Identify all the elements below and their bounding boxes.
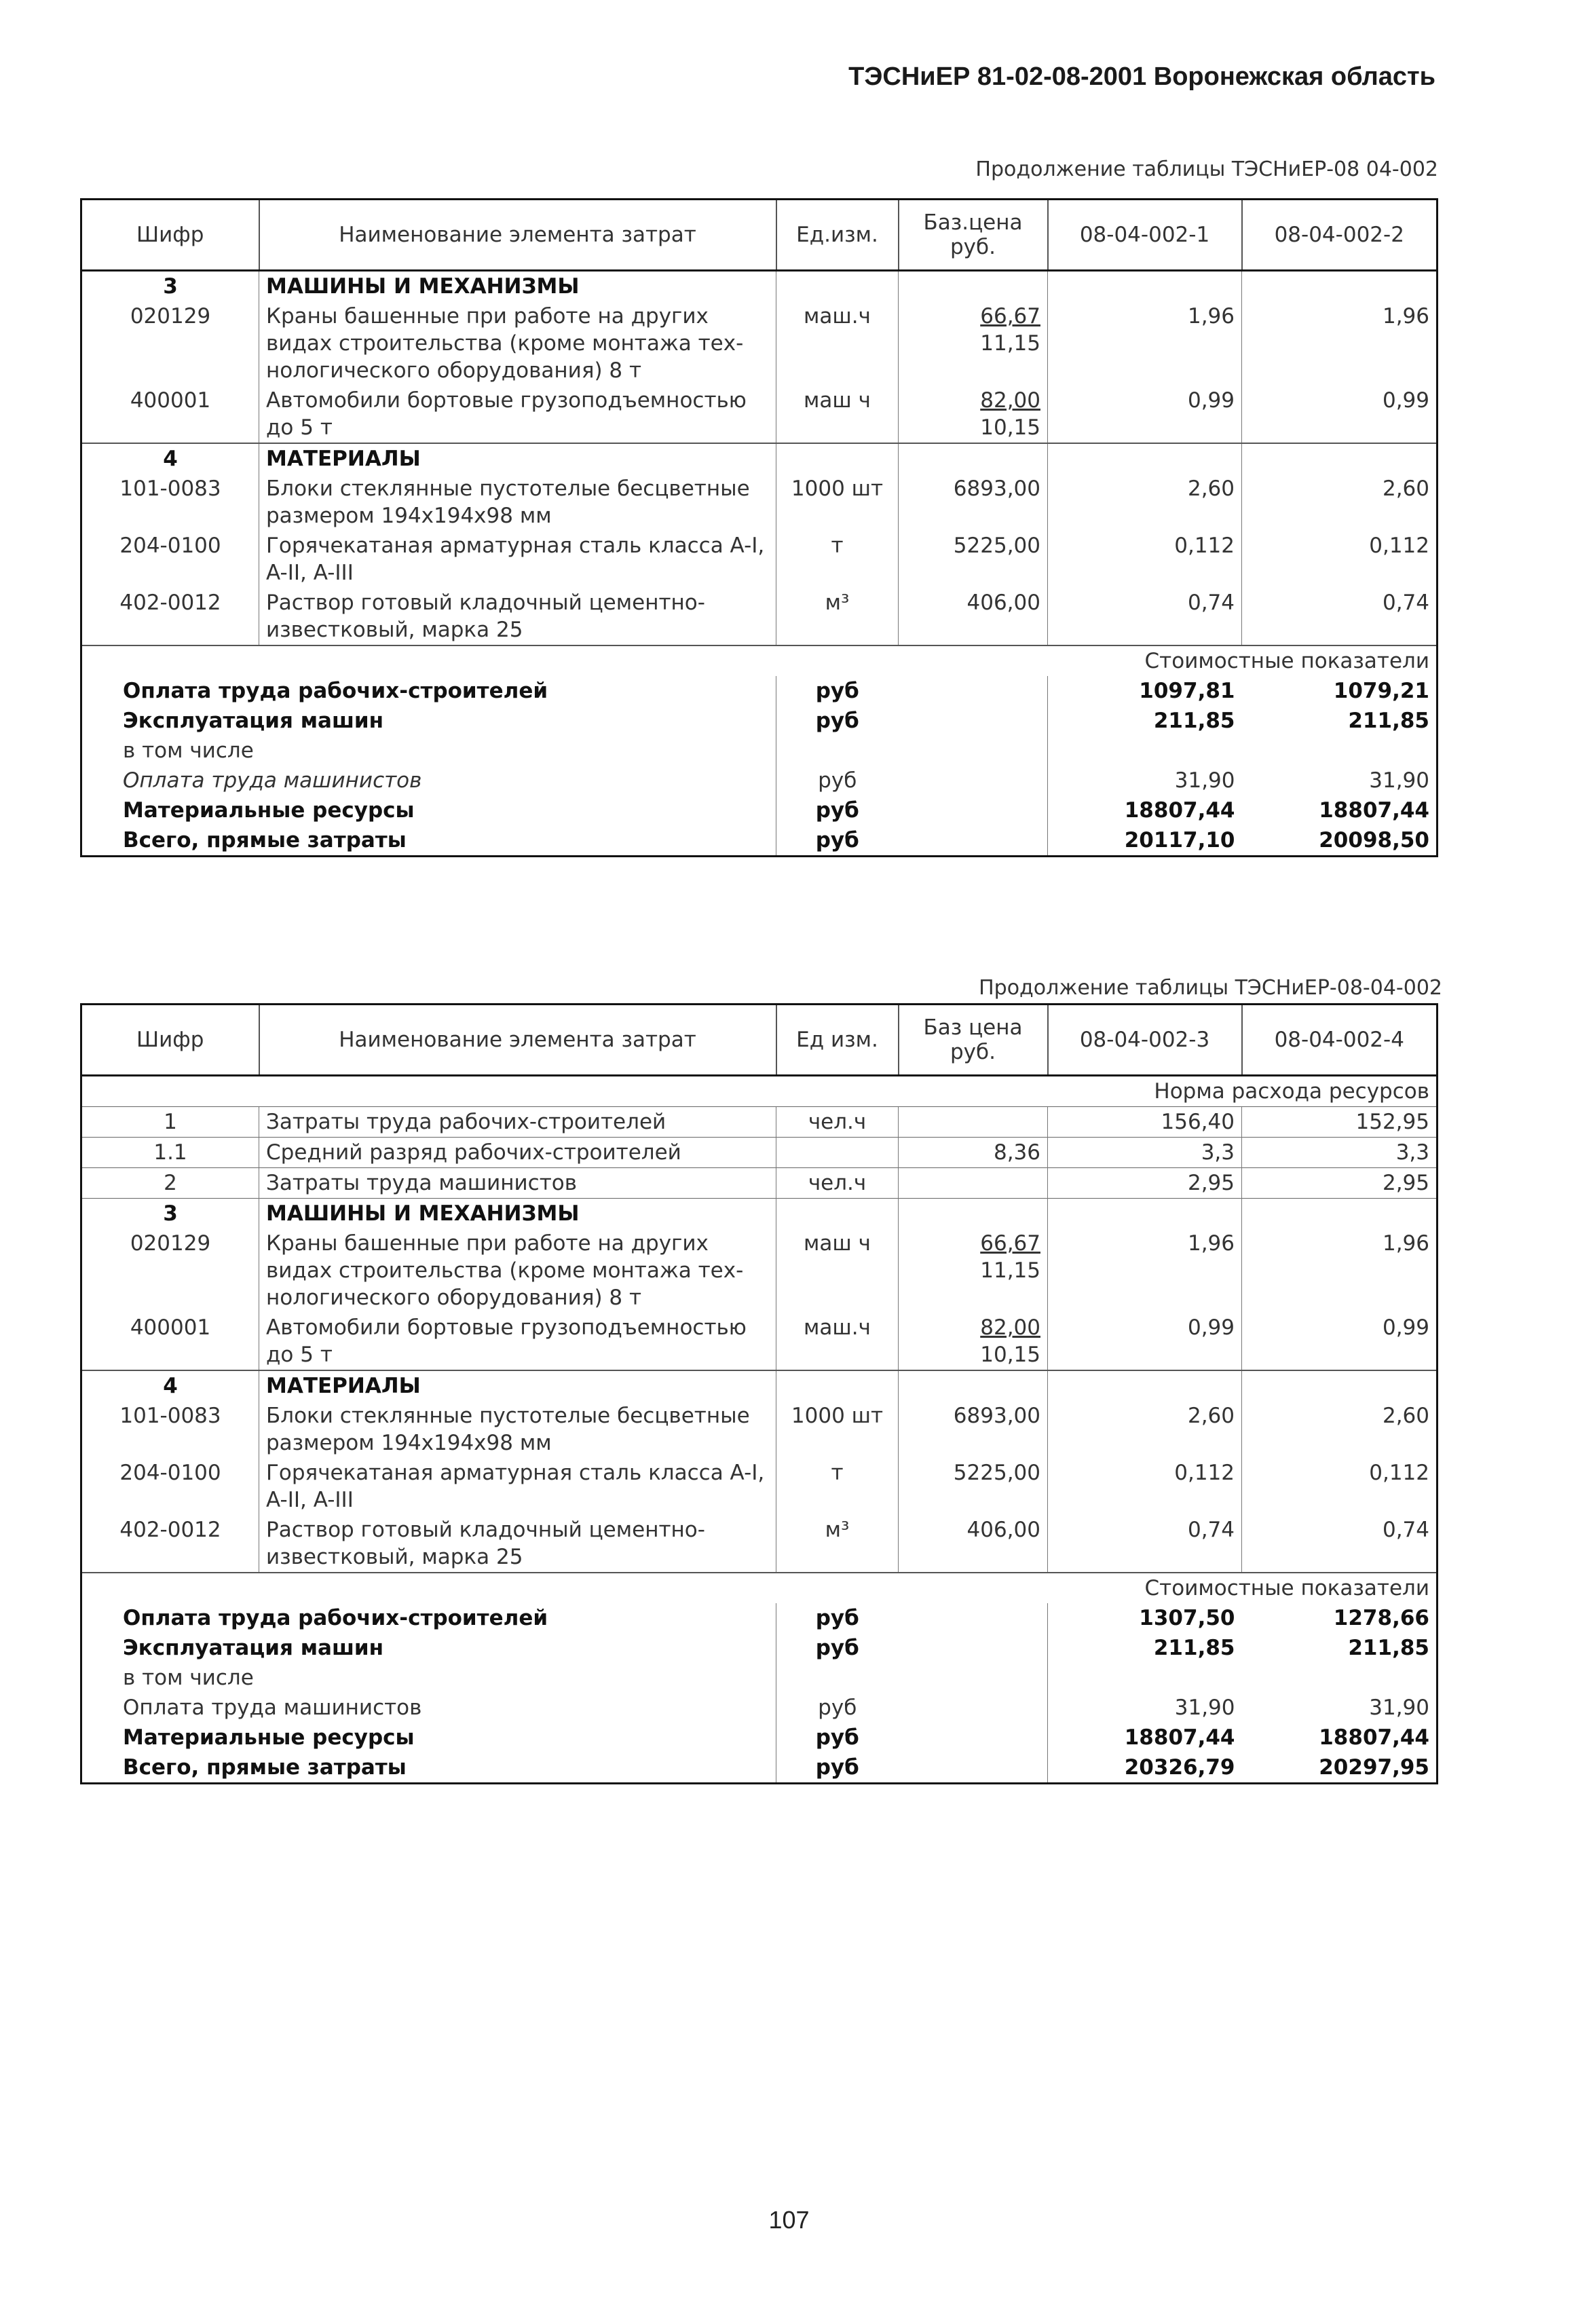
row-unit: маш ч: [776, 1229, 899, 1313]
row-value-1: 3,3: [1048, 1138, 1242, 1168]
summary-value-2: 1278,66: [1333, 1606, 1429, 1630]
row-unit: маш.ч: [776, 1313, 899, 1370]
col-header-unit: Ед изм.: [776, 1005, 899, 1076]
row-value-1: 0,112: [1048, 1458, 1242, 1515]
table-row: [81, 531, 1438, 588]
price-value-secondary: 11,15: [980, 1258, 1040, 1283]
summary-value-1: 18807,44: [1048, 1723, 1242, 1753]
row-code: 400001: [130, 388, 211, 413]
row-name: Автомобили бортовые грузоподъемностью до 5 т: [259, 386, 776, 443]
col-header-item-3: 08-04-002-3: [1048, 1005, 1242, 1076]
row-name: Раствор готовый кладочный цементно-известковый, марка 25: [259, 1515, 776, 1573]
summary-name: Эксплуатация машин: [123, 709, 384, 733]
resource-norm-banner: [81, 1076, 1438, 1107]
row-price: [899, 301, 1048, 386]
summary-unit: руб: [776, 676, 899, 706]
row-value-1: 0,74: [1048, 588, 1242, 645]
summary-name: Оплата труда машинистов: [123, 768, 422, 793]
summary-value-2: 20297,95: [1319, 1755, 1429, 1780]
row-value-1: 0,99: [1048, 386, 1242, 443]
summary-row: [81, 766, 1438, 795]
table-row: [81, 1229, 1438, 1313]
summary-unit: руб: [776, 1693, 899, 1723]
row-name: Краны башенные при работе на других видах строительства (кроме монтажа тех-нологического оборудования) 8 т: [259, 301, 776, 386]
col-header-code: Шифр: [81, 1005, 259, 1076]
row-value-2: 1,96: [1242, 301, 1438, 386]
row-code: 402-0012: [119, 1518, 221, 1542]
row-code: 3: [163, 274, 178, 299]
row-value-2: 0,99: [1242, 1313, 1438, 1370]
table-row: [81, 1458, 1438, 1515]
summary-price: [899, 1603, 1048, 1633]
row-unit: м³: [776, 1515, 899, 1573]
summary-row: [81, 736, 1438, 766]
summary-row: [81, 676, 1438, 706]
row-price: 6893,00: [899, 474, 1048, 531]
summary-value-1: 211,85: [1048, 706, 1242, 736]
summary-value-1: 211,85: [1048, 1633, 1242, 1663]
summary-value-2: 31,90: [1369, 768, 1429, 793]
row-value-2: [1242, 443, 1438, 474]
row-value-1: 0,74: [1048, 1515, 1242, 1573]
table-row: [81, 1138, 1438, 1168]
summary-unit: руб: [776, 766, 899, 795]
row-unit: м³: [776, 588, 899, 645]
row-unit: чел.ч: [776, 1168, 899, 1199]
row-code: 3: [81, 1199, 259, 1229]
summary-unit: руб: [776, 1603, 899, 1633]
row-price: [899, 1199, 1048, 1229]
row-value-1: 2,95: [1048, 1168, 1242, 1199]
summary-value-1: 31,90: [1048, 766, 1242, 795]
row-unit: маш.ч: [776, 301, 899, 386]
table-row: [81, 1401, 1438, 1458]
table-caption: Продолжение таблицы ТЭСНиЕР-08 04-002: [975, 157, 1438, 181]
row-value-2: 0,112: [1242, 1458, 1438, 1515]
row-price: [899, 1168, 1048, 1199]
price-value: 82,00: [980, 1315, 1040, 1340]
row-value-1: 156,40: [1048, 1107, 1242, 1138]
row-value-2: [1242, 1199, 1438, 1229]
summary-unit: [776, 736, 899, 766]
table-row: [81, 301, 1438, 386]
table-row: [81, 443, 1438, 474]
row-price: [899, 271, 1048, 302]
table-row: [81, 474, 1438, 531]
row-value-2: 0,74: [1242, 1515, 1438, 1573]
row-value-1: 2,60: [1048, 1401, 1242, 1458]
row-price: 406,00: [899, 1515, 1048, 1573]
summary-unit: руб: [776, 1633, 899, 1663]
row-price: [899, 443, 1048, 474]
summary-row: [81, 1693, 1438, 1723]
summary-name: Всего, прямые затраты: [123, 828, 407, 852]
summary-unit: руб: [776, 1753, 899, 1784]
row-value-2: 2,95: [1242, 1168, 1438, 1199]
row-code: 204-0100: [119, 1461, 221, 1485]
summary-value-2: 211,85: [1348, 709, 1429, 733]
summary-name: Всего, прямые затраты: [123, 1755, 407, 1780]
row-value-2: 2,60: [1242, 1401, 1438, 1458]
row-name: Затраты труда машинистов: [259, 1168, 776, 1199]
row-unit: [776, 1138, 899, 1168]
row-value-2: 0,112: [1242, 531, 1438, 588]
cost-indicators-banner: [81, 1573, 1438, 1603]
row-name: МАШИНЫ И МЕХАНИЗМЫ: [259, 271, 776, 302]
row-name: Затраты труда рабочих-строителей: [259, 1107, 776, 1138]
table-row: [81, 271, 1438, 302]
row-value-1: [1048, 1199, 1242, 1229]
row-value-2: [1242, 271, 1438, 302]
col-header-code: Шифр: [81, 200, 259, 271]
summary-name: в том числе: [123, 1666, 254, 1690]
summary-unit: руб: [776, 825, 899, 857]
row-value-1: [1048, 271, 1242, 302]
summary-unit: руб: [776, 1723, 899, 1753]
summary-value-1: 1097,81: [1048, 676, 1242, 706]
table-caption: Продолжение таблицы ТЭСНиЕР-08-04-002: [979, 976, 1442, 1000]
cost-indicators-banner: [81, 645, 1438, 676]
row-code: 4: [81, 443, 259, 474]
price-value: 66,67: [980, 304, 1040, 329]
resource-table-1: [80, 198, 1438, 857]
row-value-2: 0,74: [1242, 588, 1438, 645]
row-name: Блоки стеклянные пустотелые бесцветные размером 194x194x98 мм: [259, 474, 776, 531]
price-value-secondary: 11,15: [980, 331, 1040, 356]
summary-value-1: 1307,50: [1048, 1603, 1242, 1633]
table-header-row: [81, 200, 1438, 271]
row-name: Горячекатаная арматурная сталь класса A-I, A-II, A-III: [259, 1458, 776, 1515]
row-price: 406,00: [899, 588, 1048, 645]
summary-price: [899, 1723, 1048, 1753]
row-code: 402-0012: [119, 591, 221, 615]
row-value-2: 3,3: [1242, 1138, 1438, 1168]
row-price: [899, 1313, 1048, 1370]
row-code: 2: [81, 1168, 259, 1199]
summary-name: в том числе: [123, 738, 254, 763]
table-row: [81, 1313, 1438, 1370]
table-row: [81, 1107, 1438, 1138]
summary-price: [899, 1663, 1048, 1693]
summary-value-2: 211,85: [1348, 1636, 1429, 1660]
row-price: [899, 386, 1048, 443]
table-row: [81, 386, 1438, 443]
summary-row: [81, 795, 1438, 825]
row-price: 5225,00: [899, 1458, 1048, 1515]
row-unit: [776, 271, 899, 302]
row-value-1: 1,96: [1048, 1229, 1242, 1313]
summary-value-1: [1048, 736, 1242, 766]
resource-norm-label: Норма расхода ресурсов: [81, 1076, 1438, 1107]
row-name: МАТЕРИАЛЫ: [259, 443, 776, 474]
summary-price: [899, 706, 1048, 736]
row-unit: [776, 443, 899, 474]
summary-price: [899, 1753, 1048, 1784]
col-header-price: Баз цена руб.: [899, 1005, 1048, 1076]
row-price: [899, 1107, 1048, 1138]
row-value-2: [1242, 1370, 1438, 1401]
row-value-1: 2,60: [1048, 474, 1242, 531]
summary-price: [899, 1693, 1048, 1723]
row-unit: т: [776, 531, 899, 588]
summary-price: [899, 766, 1048, 795]
summary-row: [81, 1723, 1438, 1753]
row-code: 1: [81, 1107, 259, 1138]
summary-row: [81, 1633, 1438, 1663]
row-name: Средний разряд рабочих-строителей: [259, 1138, 776, 1168]
summary-price: [899, 676, 1048, 706]
row-price: 5225,00: [899, 531, 1048, 588]
summary-name: Оплата труда рабочих-строителей: [123, 679, 548, 703]
summary-price: [899, 795, 1048, 825]
price-value: 82,00: [980, 388, 1040, 413]
summary-name: Материальные ресурсы: [123, 798, 415, 823]
summary-value-2: 1079,21: [1333, 679, 1429, 703]
summary-price: [899, 736, 1048, 766]
row-code: 1.1: [81, 1138, 259, 1168]
row-value-1: 0,99: [1048, 1313, 1242, 1370]
summary-name: Эксплуатация машин: [123, 1636, 384, 1660]
cost-indicators-label: Стоимостные показатели: [81, 645, 1438, 676]
row-value-2: 1,96: [1242, 1229, 1438, 1313]
cost-indicators-label: Стоимостные показатели: [81, 1573, 1438, 1603]
row-name: Раствор готовый кладочный цементно-известковый, марка 25: [259, 588, 776, 645]
summary-row: [81, 1603, 1438, 1633]
col-header-name: Наименование элемента затрат: [259, 200, 776, 271]
summary-value-2: 31,90: [1369, 1695, 1429, 1720]
row-value-2: 2,60: [1242, 474, 1438, 531]
row-code: 101-0083: [119, 1404, 221, 1428]
row-code: 101-0083: [119, 476, 221, 501]
summary-value-1: 20326,79: [1048, 1753, 1242, 1784]
summary-value-1: 18807,44: [1048, 795, 1242, 825]
table-row: [81, 1199, 1438, 1229]
col-header-unit: Ед.изм.: [776, 200, 899, 271]
table-row: [81, 1168, 1438, 1199]
summary-value-2: 18807,44: [1319, 798, 1429, 823]
summary-value-1: 31,90: [1048, 1693, 1242, 1723]
row-code: 020129: [130, 1231, 211, 1256]
row-value-2: 152,95: [1242, 1107, 1438, 1138]
row-price: 6893,00: [899, 1401, 1048, 1458]
summary-row: [81, 706, 1438, 736]
price-value-secondary: 10,15: [980, 1343, 1040, 1367]
row-name: Автомобили бортовые грузоподъемностью до 5 т: [259, 1313, 776, 1370]
row-price: [899, 1229, 1048, 1313]
price-value: 66,67: [980, 1231, 1040, 1256]
row-name: Горячекатаная арматурная сталь класса A-I, A-II, A-III: [259, 531, 776, 588]
summary-row: [81, 1753, 1438, 1784]
row-code: 4: [81, 1370, 259, 1401]
price-value-secondary: 10,15: [980, 415, 1040, 440]
row-name: Краны башенные при работе на других видах строительства (кроме монтажа тех-нологического оборудования) 8 т: [259, 1229, 776, 1313]
row-unit: чел.ч: [776, 1107, 899, 1138]
col-header-price: Баз.цена руб.: [899, 200, 1048, 271]
summary-row: [81, 825, 1438, 857]
table-row: [81, 588, 1438, 645]
row-code: 400001: [130, 1315, 211, 1340]
table-header-row: [81, 1005, 1438, 1076]
row-unit: маш ч: [776, 386, 899, 443]
col-header-item-2: 08-04-002-2: [1242, 200, 1438, 271]
summary-value-2: 18807,44: [1319, 1725, 1429, 1750]
row-code: 204-0100: [119, 533, 221, 558]
row-unit: [776, 1370, 899, 1401]
summary-unit: руб: [776, 706, 899, 736]
summary-value-2: [1242, 1663, 1438, 1693]
summary-price: [899, 825, 1048, 857]
summary-unit: [776, 1663, 899, 1693]
row-unit: [776, 1199, 899, 1229]
summary-price: [899, 1633, 1048, 1663]
row-name: МАШИНЫ И МЕХАНИЗМЫ: [259, 1199, 776, 1229]
row-value-1: [1048, 443, 1242, 474]
row-price: [899, 1370, 1048, 1401]
summary-unit: руб: [776, 795, 899, 825]
summary-name: Материальные ресурсы: [123, 1725, 415, 1750]
summary-value-2: [1242, 736, 1438, 766]
row-unit: т: [776, 1458, 899, 1515]
table-row: [81, 1515, 1438, 1573]
row-value-1: 0,112: [1048, 531, 1242, 588]
row-unit: 1000 шт: [776, 1401, 899, 1458]
summary-value-2: 20098,50: [1319, 828, 1429, 852]
row-name: МАТЕРИАЛЫ: [259, 1370, 776, 1401]
col-header-name: Наименование элемента затрат: [259, 1005, 776, 1076]
col-header-item-4: 08-04-002-4: [1242, 1005, 1438, 1076]
summary-name: Оплата труда машинистов: [123, 1695, 422, 1720]
row-value-2: 0,99: [1242, 386, 1438, 443]
document-header: ТЭСНиЕР 81-02-08-2001 Воронежская область: [848, 62, 1435, 91]
row-name: Блоки стеклянные пустотелые бесцветные размером 194x194x98 мм: [259, 1401, 776, 1458]
row-value-1: 1,96: [1048, 301, 1242, 386]
table-row: [81, 1370, 1438, 1401]
row-price: 8,36: [899, 1138, 1048, 1168]
summary-value-1: [1048, 1663, 1242, 1693]
page-number: 107: [768, 2206, 810, 2234]
col-header-item-1: 08-04-002-1: [1048, 200, 1242, 271]
row-value-1: [1048, 1370, 1242, 1401]
row-unit: 1000 шт: [776, 474, 899, 531]
summary-value-1: 20117,10: [1048, 825, 1242, 857]
summary-row: [81, 1663, 1438, 1693]
resource-table-2: [80, 1003, 1438, 1784]
summary-name: Оплата труда рабочих-строителей: [123, 1606, 548, 1630]
row-code: 020129: [130, 304, 211, 329]
